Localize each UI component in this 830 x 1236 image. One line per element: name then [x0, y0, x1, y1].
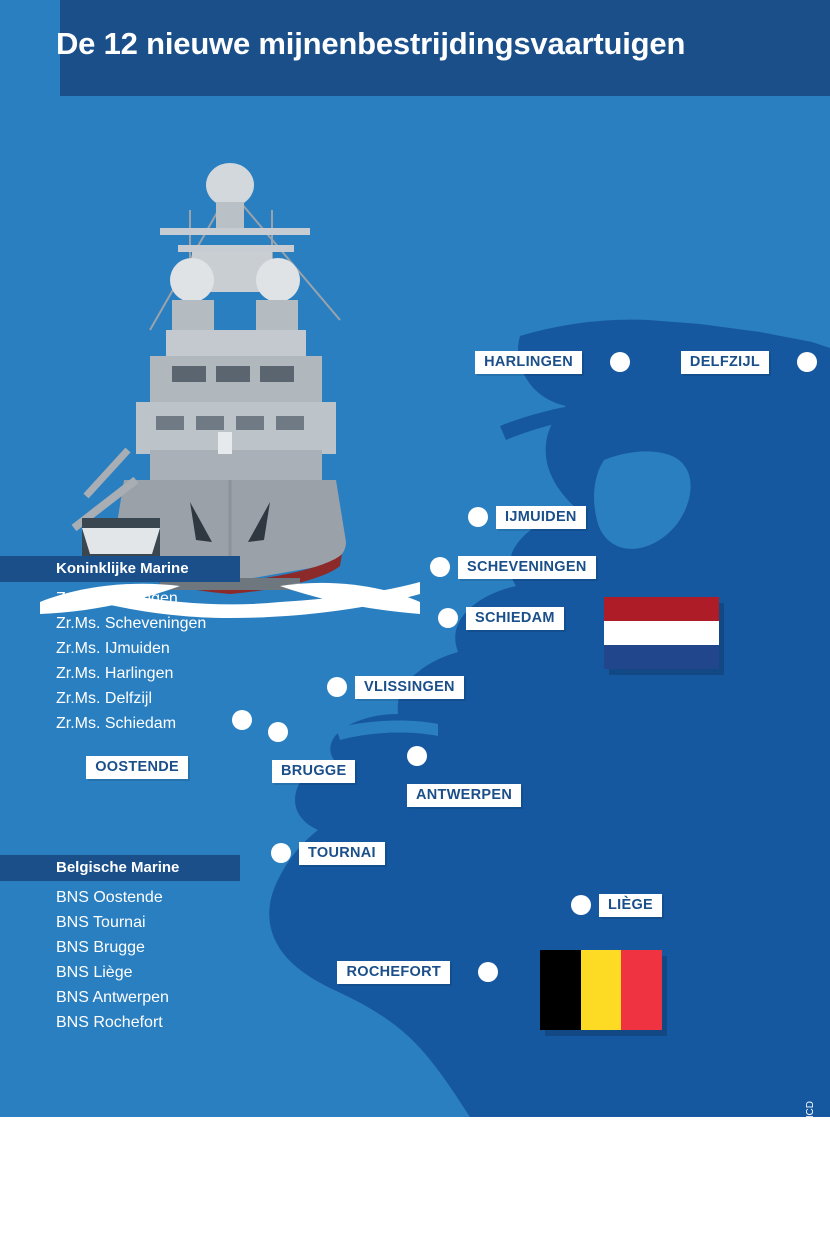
city-label: BRUGGE	[272, 760, 355, 783]
city-label: ANTWERPEN	[407, 784, 521, 807]
ship-illustration	[40, 150, 420, 550]
list-item: BNS Oostende	[56, 889, 163, 906]
deck-mast	[218, 432, 232, 454]
city-dot	[407, 746, 427, 766]
list-item: BNS Brugge	[56, 939, 145, 956]
city-dot	[268, 722, 288, 742]
bridge-windows	[172, 366, 294, 382]
credit-text: Ministerie van Defensie | MCD	[805, 1101, 816, 1236]
flag-band-blue	[604, 645, 719, 669]
city-label: TOURNAI	[299, 842, 385, 865]
city-dot	[271, 843, 291, 863]
radar-dome	[206, 163, 254, 207]
panel-title-koninklijke-marine: Koninklijke Marine	[0, 556, 240, 582]
mast-base	[216, 202, 244, 228]
forward-deck-block	[150, 450, 322, 480]
list-item: Zr.Ms. Schiedam	[56, 715, 177, 732]
city-label: OOSTENDE	[86, 756, 188, 779]
list-item: Zr.Ms. Harlingen	[56, 665, 174, 682]
city-label: SCHEVENINGEN	[458, 556, 596, 579]
sensor-dome-right	[256, 258, 300, 302]
sensor-dome-left	[170, 258, 214, 302]
flag-band-red	[621, 950, 662, 1030]
flag-band-yellow	[581, 950, 622, 1030]
city-label: IJMUIDEN	[496, 506, 586, 529]
mast-yard-2	[178, 245, 294, 252]
list-item: BNS Tournai	[56, 914, 146, 931]
list-item: BNS Antwerpen	[56, 989, 169, 1006]
city-dot	[610, 352, 630, 372]
city-label: ROCHEFORT	[337, 961, 450, 984]
city-dot	[797, 352, 817, 372]
ship-list-koninklijke-marine	[56, 586, 206, 736]
city-label: LIÈGE	[599, 894, 662, 917]
list-item: Zr.Ms. Delfzijl	[56, 690, 152, 707]
ship-svg	[40, 150, 420, 550]
flag-band-red	[604, 597, 719, 621]
flag-band-black	[540, 950, 581, 1030]
city-dot	[571, 895, 591, 915]
city-dot	[232, 710, 252, 730]
panel-title-belgische-marine: Belgische Marine	[0, 855, 240, 881]
list-item: Zr.Ms. Vlissingen	[56, 590, 178, 607]
city-dot	[468, 507, 488, 527]
city-label: VLISSINGEN	[355, 676, 464, 699]
city-dot	[478, 962, 498, 982]
city-dot	[430, 557, 450, 577]
list-item: Zr.Ms. IJmuiden	[56, 640, 170, 657]
list-item: Zr.Ms. Scheveningen	[56, 615, 207, 632]
city-label: SCHIEDAM	[466, 607, 564, 630]
city-label: HARLINGEN	[475, 351, 582, 374]
belgium-flag	[540, 950, 662, 1030]
city-label: DELFZIJL	[681, 351, 769, 374]
header-notch	[0, 0, 60, 96]
mast-yard	[160, 228, 310, 235]
page-title: De 12 nieuwe mijnenbestrijdingsvaartuigen	[56, 26, 686, 61]
city-dot	[438, 608, 458, 628]
list-item: BNS Rochefort	[56, 1014, 163, 1031]
city-dot	[327, 677, 347, 697]
list-item: BNS Liège	[56, 964, 133, 981]
netherlands-flag	[604, 597, 719, 669]
rhib-hull	[82, 528, 160, 554]
ship-list-belgische-marine	[56, 885, 169, 1035]
flag-band-white	[604, 621, 719, 645]
